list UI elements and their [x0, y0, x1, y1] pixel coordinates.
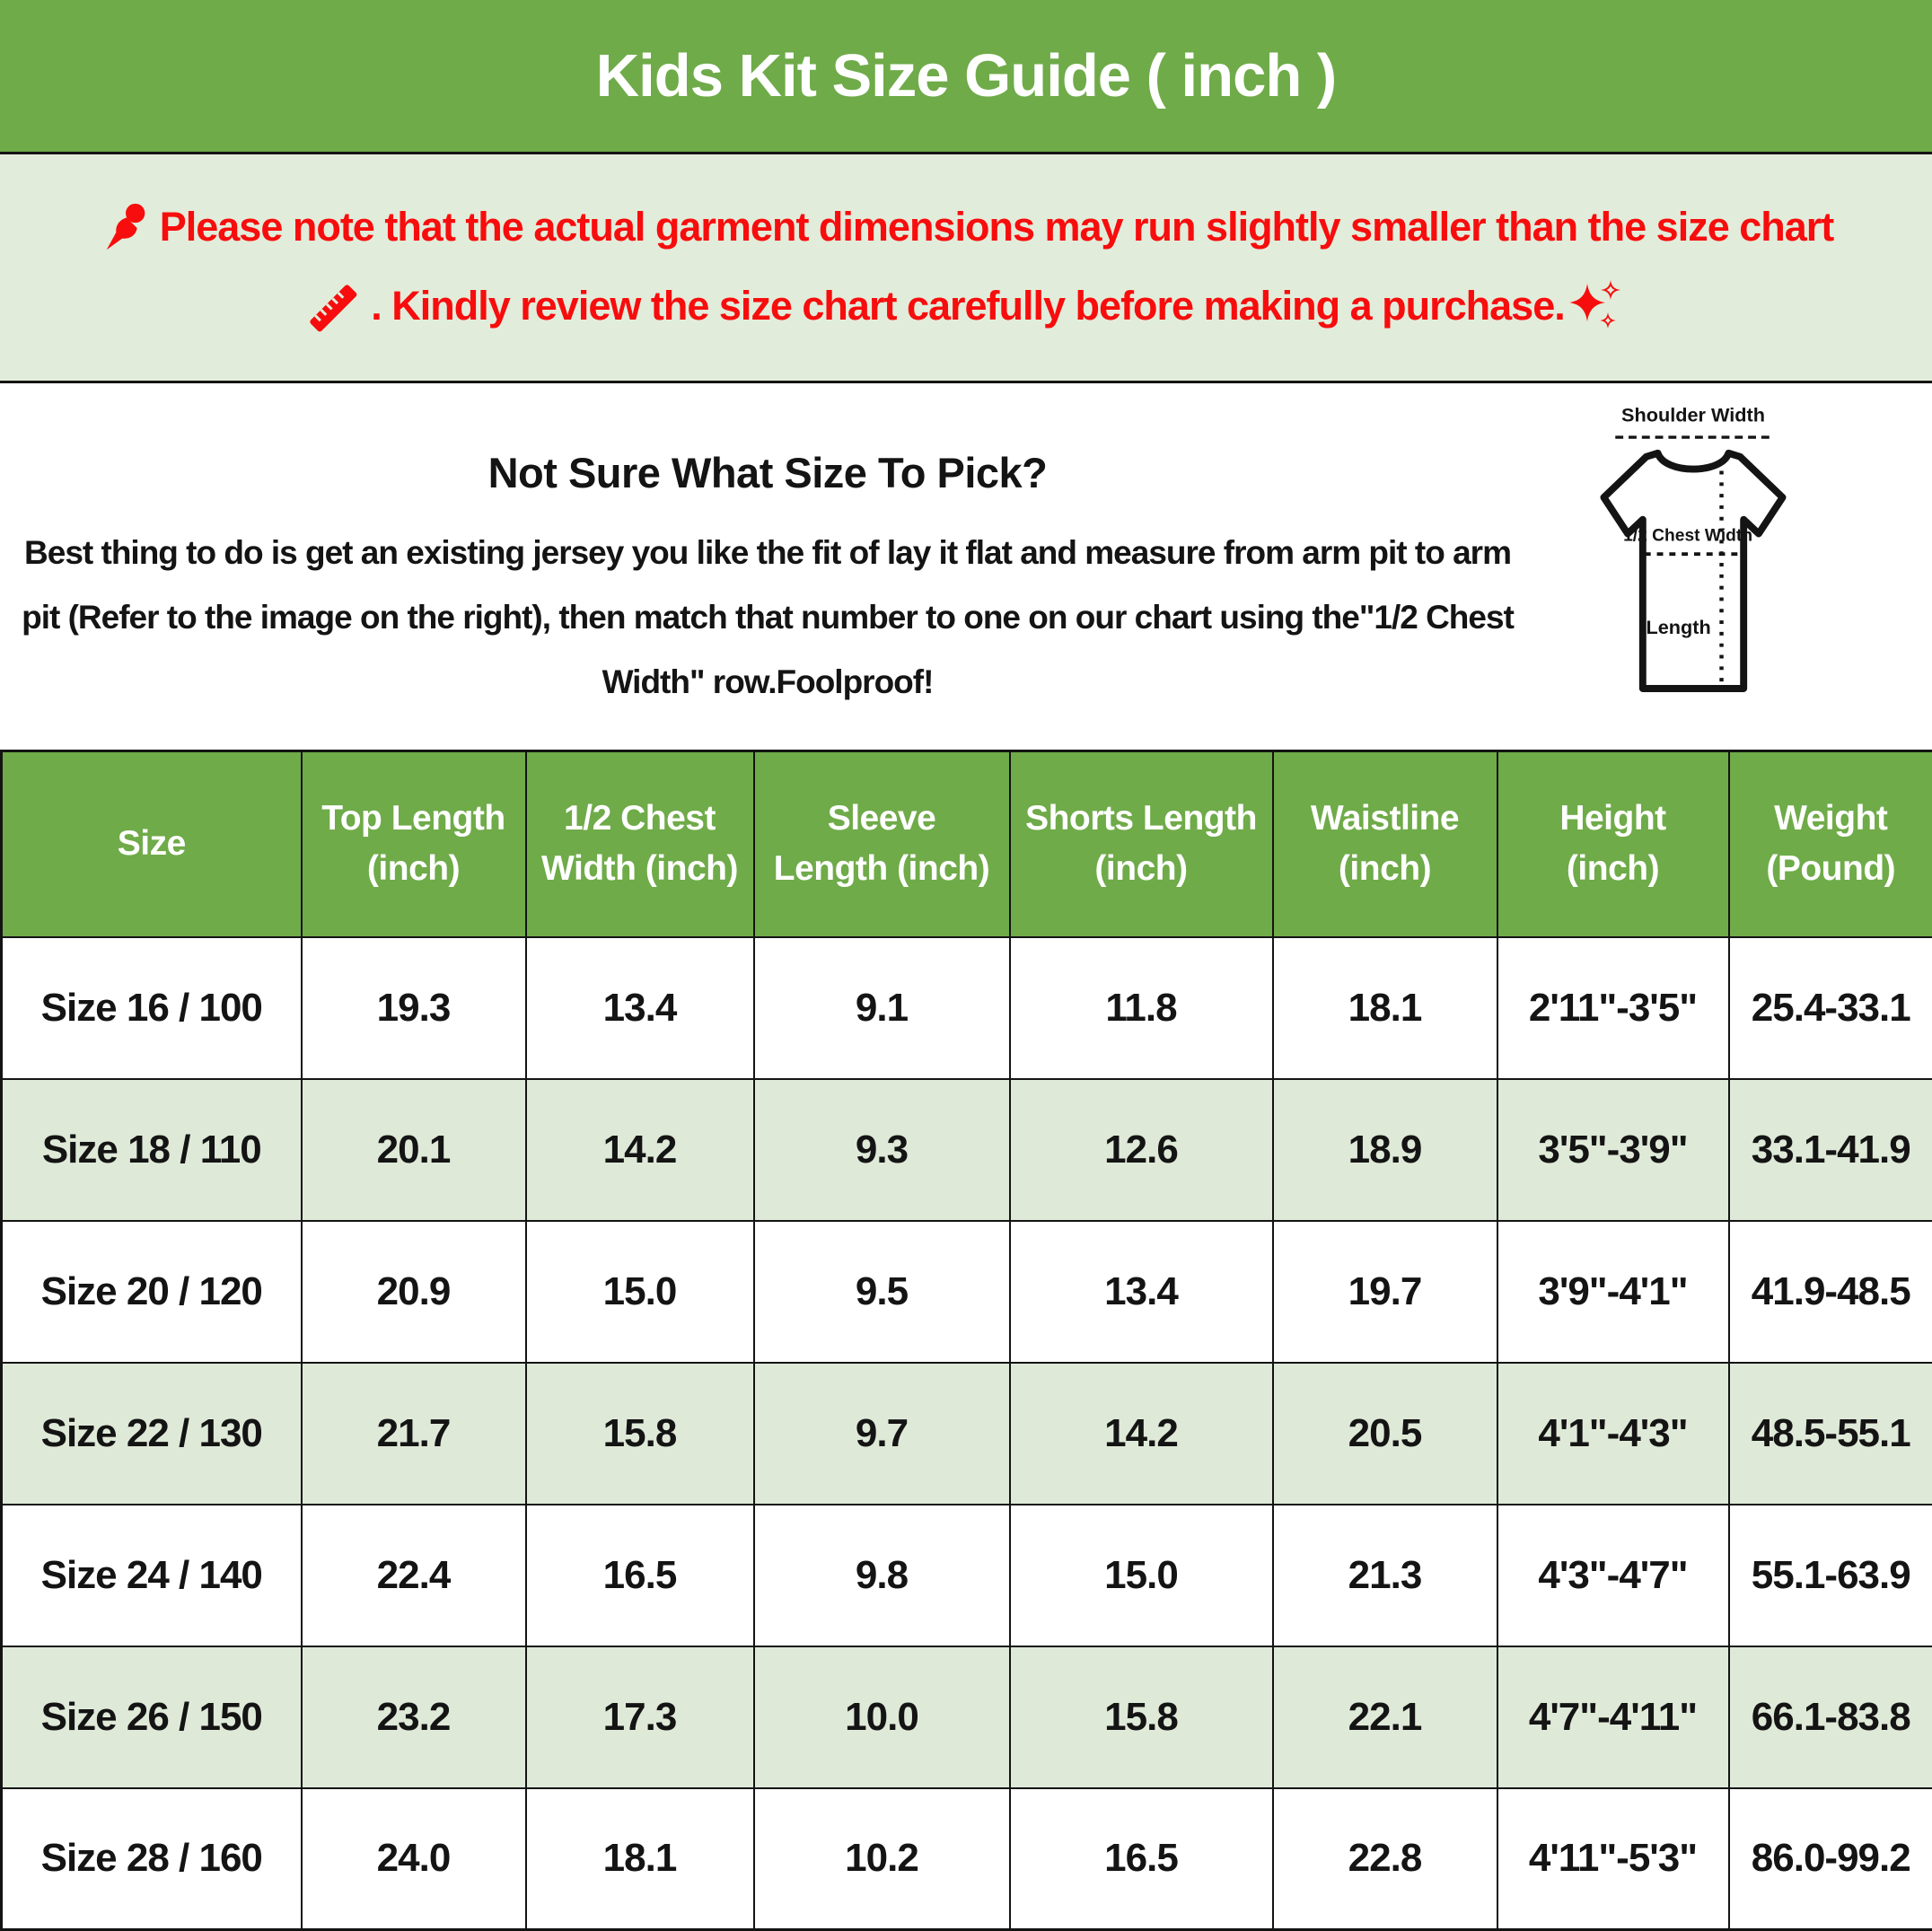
table-cell: 22.4: [302, 1505, 526, 1646]
table-cell: Size 18 / 110: [2, 1079, 302, 1221]
table-cell: 4'7"-4'11": [1497, 1646, 1729, 1788]
table-cell: 13.4: [526, 937, 754, 1079]
table-cell: Size 26 / 150: [2, 1646, 302, 1788]
table-cell: 12.6: [1010, 1079, 1273, 1221]
table-cell: 20.1: [302, 1079, 526, 1221]
table-body: [2, 937, 1932, 1930]
table-cell: 9.7: [754, 1363, 1010, 1505]
table-cell: 15.0: [526, 1221, 754, 1363]
table-cell: 9.3: [754, 1079, 1010, 1221]
info-heading: Not Sure What Size To Pick?: [4, 448, 1531, 497]
table-cell: 24.0: [302, 1788, 526, 1930]
table-cell: 86.0-99.2: [1729, 1788, 1932, 1930]
table-cell: 22.8: [1273, 1788, 1497, 1930]
table-cell: 25.4-33.1: [1729, 937, 1932, 1079]
table-cell: Size 22 / 130: [2, 1363, 302, 1505]
table-cell: Size 28 / 160: [2, 1788, 302, 1930]
table-cell: 18.1: [1273, 937, 1497, 1079]
table-cell: 48.5-55.1: [1729, 1363, 1932, 1505]
notice-line-1: [99, 199, 1834, 255]
table-cell: 17.3: [526, 1646, 754, 1788]
table-cell: 20.9: [302, 1221, 526, 1363]
table-cell: 41.9-48.5: [1729, 1221, 1932, 1363]
table-cell: 9.8: [754, 1505, 1010, 1646]
ruler-icon: [304, 277, 362, 335]
table-row: [2, 937, 1932, 1079]
notice-box: [0, 154, 1932, 383]
pushpin-icon: [99, 199, 154, 255]
notice-text-2: . Kindly review the size chart carefully before making a purchase.: [371, 284, 1565, 329]
table-cell: 21.3: [1273, 1505, 1497, 1646]
length-label: Length: [1646, 616, 1710, 638]
table-cell: 15.0: [1010, 1505, 1273, 1646]
tshirt-outline: [1603, 453, 1782, 689]
table-cell: 9.5: [754, 1221, 1010, 1363]
table-cell: 20.5: [1273, 1363, 1497, 1505]
notice-text-1: Please note that the actual garment dimensions may run slightly smaller than the size chart: [160, 205, 1834, 250]
info-body: Best thing to do is get an existing jersey you like the fit of lay it flat and measure from arm pit to arm pit (Refer to the image on the right), then match that number to one on our chart using the"1/2 Chest Width" row.Foolproof!: [4, 521, 1531, 715]
table-cell: 22.1: [1273, 1646, 1497, 1788]
table-cell: 19.3: [302, 937, 526, 1079]
table-cell: 9.1: [754, 937, 1010, 1079]
column-header: Weight (Pound): [1729, 751, 1932, 937]
size-help-text: [4, 448, 1531, 715]
column-header: Size: [2, 751, 302, 937]
table-cell: 23.2: [302, 1646, 526, 1788]
table-cell: 3'5"-3'9": [1497, 1079, 1729, 1221]
header-row: [2, 751, 1932, 937]
page-title: Kids Kit Size Guide ( inch ): [596, 41, 1336, 110]
table-row: [2, 1221, 1932, 1363]
column-header: Shorts Length (inch): [1010, 751, 1273, 937]
column-header: Sleeve Length (inch): [754, 751, 1010, 937]
size-table: [0, 750, 1932, 1931]
table-cell: 55.1-63.9: [1729, 1505, 1932, 1646]
table-row: [2, 1646, 1932, 1788]
table-cell: 16.5: [526, 1505, 754, 1646]
table-cell: 21.7: [302, 1363, 526, 1505]
sparkles-icon: [1568, 276, 1628, 336]
shoulder-width-label: Shoulder Width: [1621, 403, 1765, 426]
column-header: Height (inch): [1497, 751, 1729, 937]
table-cell: 18.9: [1273, 1079, 1497, 1221]
table-cell: 4'3"-4'7": [1497, 1505, 1729, 1646]
size-help-section: [0, 383, 1932, 750]
table-cell: 16.5: [1010, 1788, 1273, 1930]
table-cell: 4'11"-5'3": [1497, 1788, 1729, 1930]
table-cell: 19.7: [1273, 1221, 1497, 1363]
column-header: Waistline (inch): [1273, 751, 1497, 937]
table-row: [2, 1505, 1932, 1646]
table-cell: 66.1-83.8: [1729, 1646, 1932, 1788]
table-cell: 14.2: [1010, 1363, 1273, 1505]
table-cell: Size 24 / 140: [2, 1505, 302, 1646]
column-header: Top Length (inch): [302, 751, 526, 937]
table-cell: 10.0: [754, 1646, 1010, 1788]
table-cell: 3'9"-4'1": [1497, 1221, 1729, 1363]
table-row: [2, 1363, 1932, 1505]
title-banner: [0, 0, 1932, 154]
table-row: [2, 1788, 1932, 1930]
table-cell: 15.8: [1010, 1646, 1273, 1788]
column-header: 1/2 Chest Width (inch): [526, 751, 754, 937]
table-cell: Size 16 / 100: [2, 937, 302, 1079]
table-cell: Size 20 / 120: [2, 1221, 302, 1363]
table-cell: 4'1"-4'3": [1497, 1363, 1729, 1505]
table-cell: 11.8: [1010, 937, 1273, 1079]
tshirt-measurement-diagram: [1569, 394, 1817, 735]
table-cell: 33.1-41.9: [1729, 1079, 1932, 1221]
table-row: [2, 1079, 1932, 1221]
half-chest-width-label: 1/2 Chest Width: [1623, 526, 1752, 545]
table-cell: 14.2: [526, 1079, 754, 1221]
notice-line-2: [304, 276, 1628, 336]
table-cell: 15.8: [526, 1363, 754, 1505]
table-cell: 18.1: [526, 1788, 754, 1930]
table-cell: 2'11"-3'5": [1497, 937, 1729, 1079]
table-cell: 13.4: [1010, 1221, 1273, 1363]
table-cell: 10.2: [754, 1788, 1010, 1930]
